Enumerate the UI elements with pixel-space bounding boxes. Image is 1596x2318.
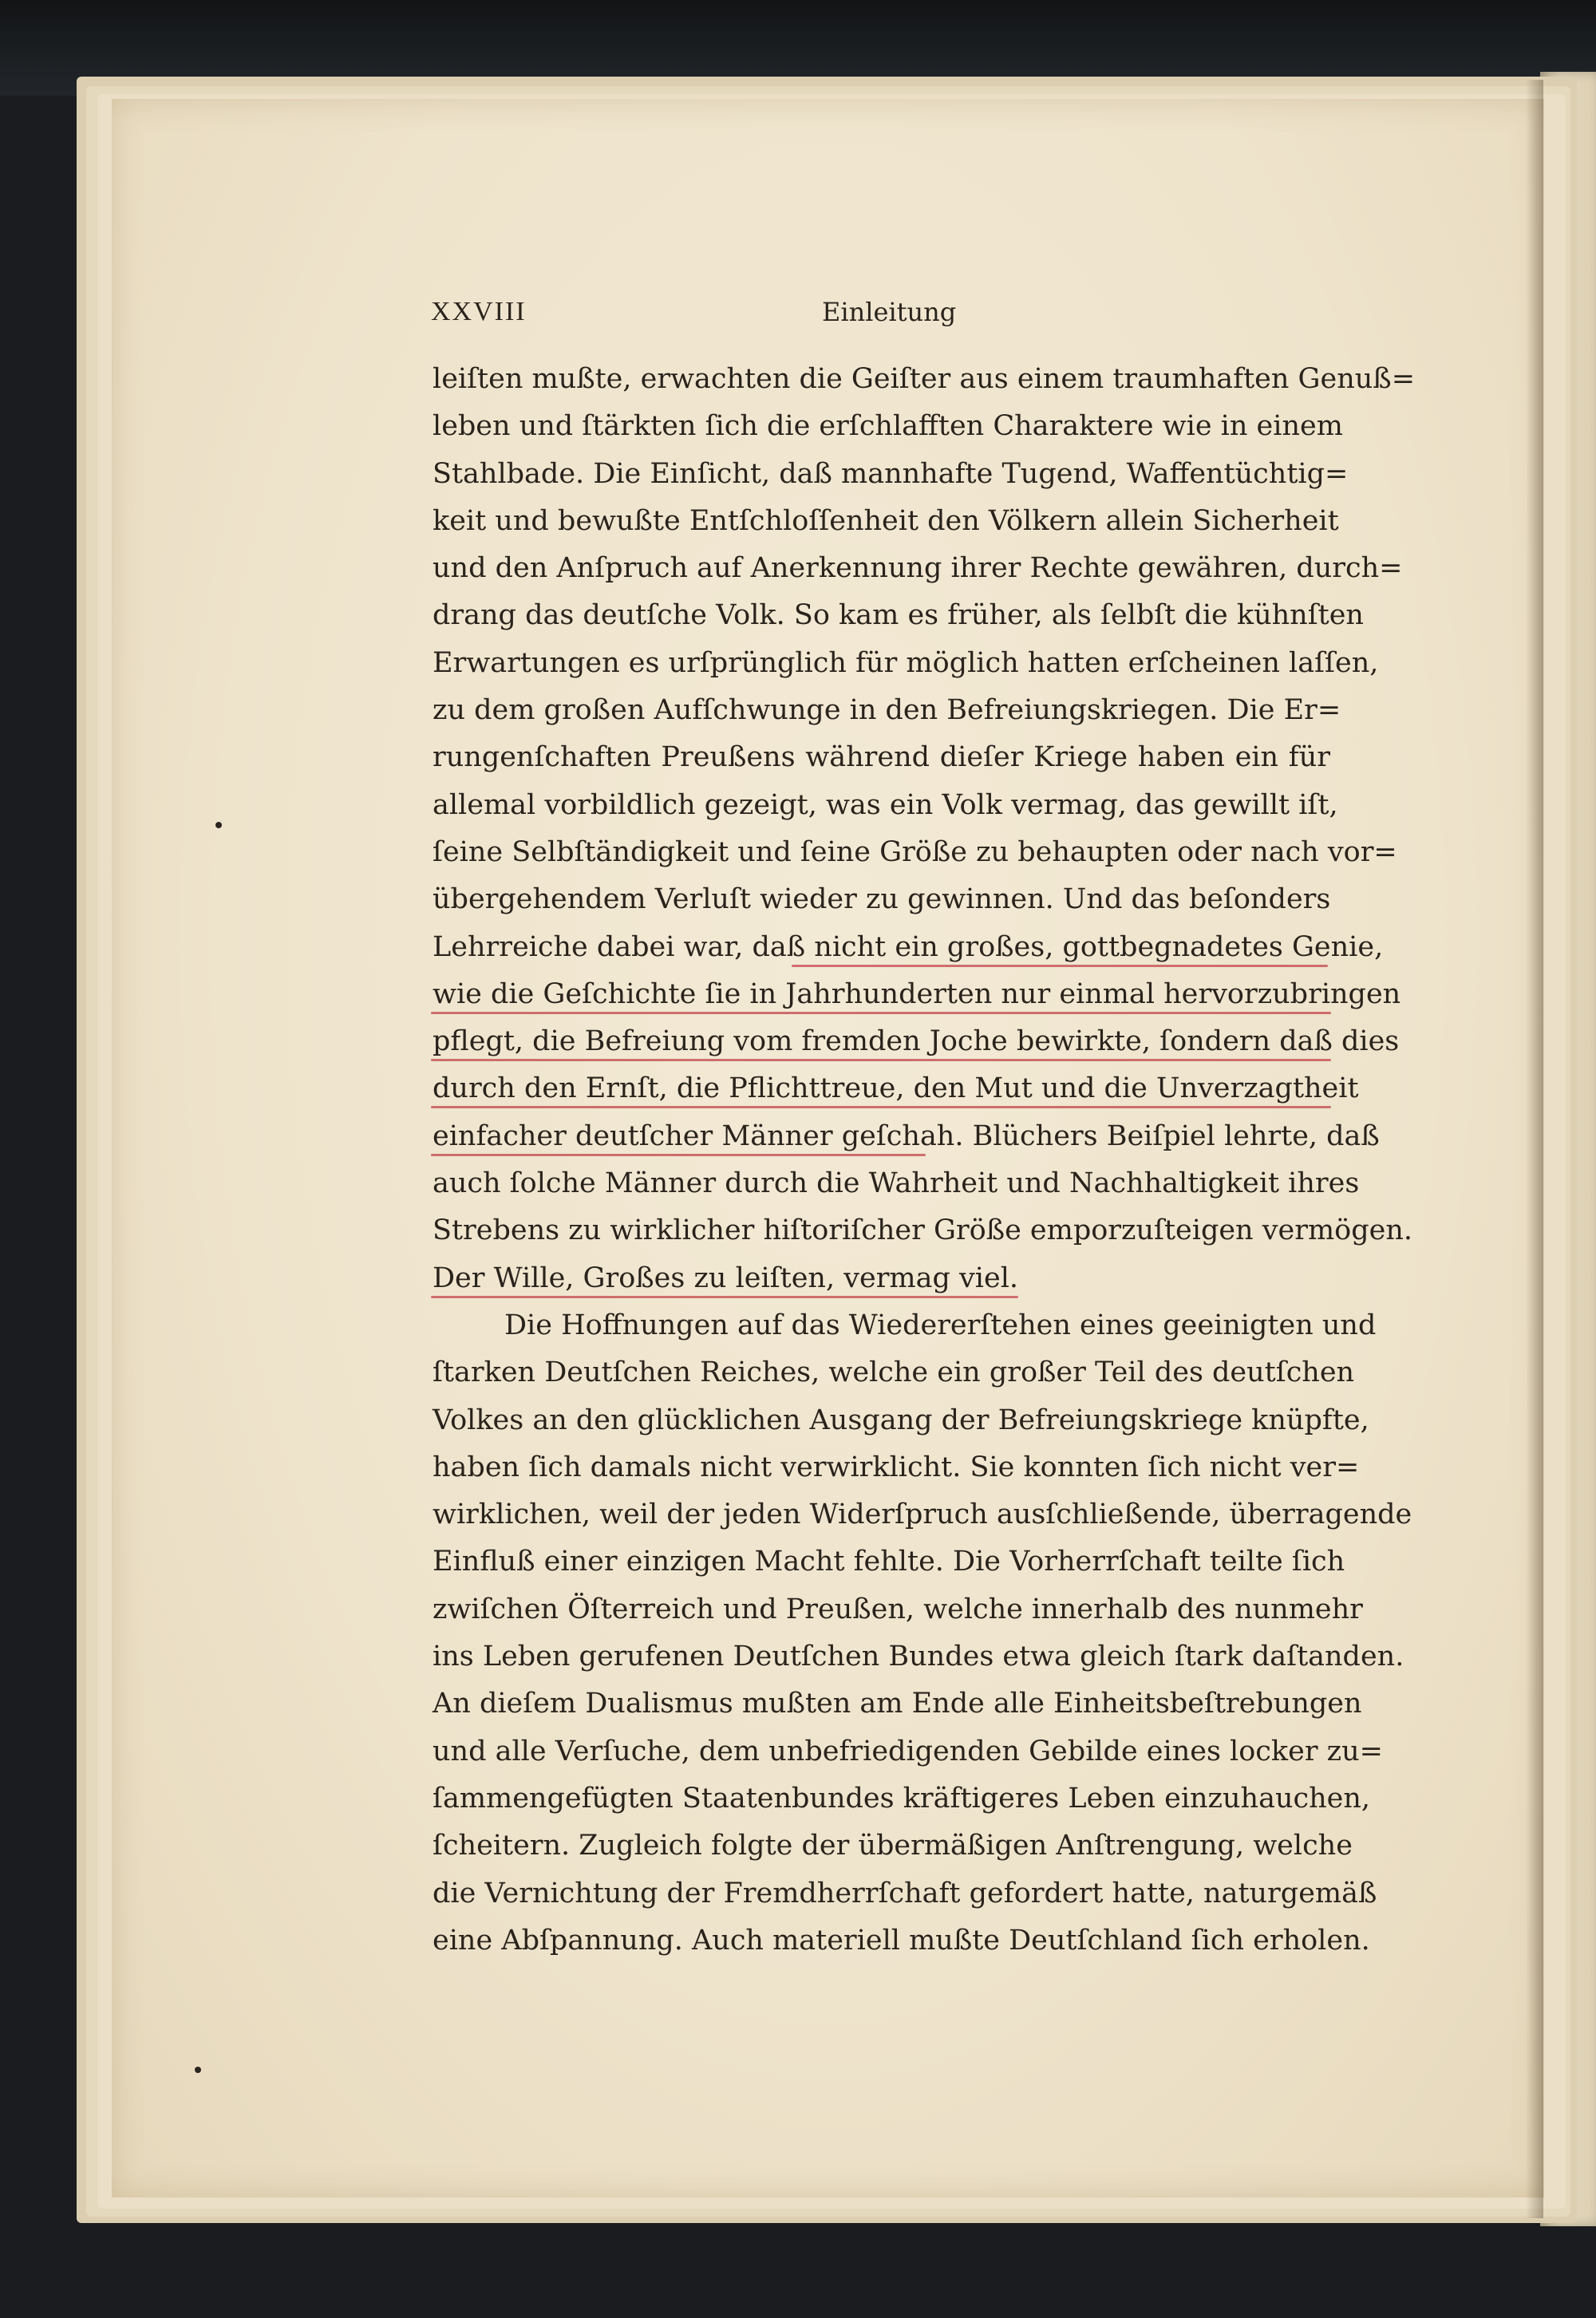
- pencil-underline: [431, 1106, 1331, 1108]
- text-line: leiſten mußte, erwachten die Geiſter aus einem traumhaften Genuß=: [433, 363, 1416, 395]
- text-line: einfacher deutſcher Männer geſchah. Blüchers Beiſpiel lehrte, daß: [433, 1120, 1380, 1152]
- page-speck: [195, 2067, 201, 2073]
- text-line: ſtarken Deutſchen Reiches, welche ein großer Teil des deutſchen: [433, 1356, 1355, 1389]
- text-line: haben ſich damals nicht verwirklicht. Sie konnten ſich nicht ver=: [433, 1451, 1360, 1483]
- text-line: drang das deutſche Volk. So kam es früher, als ſelbſt die kühnſten: [433, 599, 1364, 632]
- text-line: leben und ſtärkten ſich die erſchlafften Charaktere wie in einem: [433, 410, 1343, 443]
- running-head: Einleitung: [822, 297, 957, 327]
- text-line: ſammengefügten Staatenbundes kräftigeres Leben einzuhauchen,: [433, 1782, 1371, 1815]
- text-line: An dieſem Dualismus mußten am Ende alle Einheitsbeſtrebungen: [433, 1688, 1362, 1720]
- text-line: Stahlbade. Die Einſicht, daß mannhafte Tugend, Waffentüchtig=: [433, 457, 1349, 490]
- text-line: pflegt, die Befreiung vom fremden Joche bewirkte, ſondern daß dies: [433, 1025, 1400, 1058]
- text-line: und alle Verſuche, dem unbefriedigenden Gebilde eines locker zu=: [433, 1735, 1383, 1767]
- text-line: ſeine Selbſtändigkeit und ſeine Größe zu behaupten oder nach vor=: [433, 835, 1397, 868]
- page-header: [431, 297, 1333, 332]
- pencil-underline: [431, 1012, 1331, 1014]
- text-line: Strebens zu wirklicher hiſtoriſcher Größe emporzuſteigen vermögen.: [433, 1214, 1412, 1247]
- text-line: Lehrreiche dabei war, daß nicht ein großes, gottbegnadetes Genie,: [433, 930, 1384, 963]
- text-line: rungenſchaften Preußens während dieſer Kriege haben ein für: [433, 741, 1330, 774]
- text-line: übergehendem Verluſt wieder zu gewinnen. Und das beſonders: [433, 883, 1331, 916]
- text-line: Volkes an den glücklichen Ausgang der Befreiungskriege knüpfte,: [433, 1404, 1369, 1436]
- text-line: durch den Ernſt, die Pflichttreue, den Mut und die Unverzagtheit: [433, 1072, 1359, 1105]
- text-line: auch ſolche Männer durch die Wahrheit und Nachhaltigkeit ihres: [433, 1167, 1360, 1200]
- text-line: Einfluß einer einzigen Macht fehlte. Die Vorherrſchaft teilte ſich: [433, 1546, 1345, 1578]
- text-line: Die Hoffnungen auf das Wiedererſtehen eines geeinigten und: [504, 1309, 1377, 1341]
- text-line: ſcheitern. Zugleich folgte der übermäßigen Anſtrengung, welche: [433, 1830, 1353, 1862]
- text-line: und den Anſpruch auf Anerkennung ihrer Rechte gewähren, durch=: [433, 552, 1403, 585]
- book-gutter-shadow: [1526, 80, 1543, 2218]
- page-speck: [215, 822, 222, 828]
- text-line: wirklichen, weil der jeden Widerſpruch ausſchließende, überragende: [433, 1499, 1412, 1531]
- text-line: allemal vorbildlich gezeigt, was ein Volk vermag, das gewillt iſt,: [433, 788, 1338, 821]
- text-line: eine Abſpannung. Auch materiell mußte Deutſchland ſich erholen.: [433, 1924, 1370, 1957]
- text-line: zwiſchen Öſterreich und Preußen, welche innerhalb des nunmehr: [433, 1593, 1363, 1625]
- pencil-underline: [431, 1154, 926, 1156]
- text-line: ins Leben gerufenen Deutſchen Bundes etwa gleich ſtark daſtanden.: [433, 1641, 1404, 1673]
- text-line: Erwartungen es urſprünglich für möglich hatten erſcheinen laſſen,: [433, 646, 1379, 679]
- pencil-underline: [431, 1296, 1018, 1298]
- text-line: die Vernichtung der Fremdherrſchaft gefordert hatte, naturgemäß: [433, 1877, 1377, 1909]
- text-line: zu dem großen Aufſchwunge in den Befreiungskriegen. Die Er=: [433, 694, 1341, 727]
- text-line: keit und bewußte Entſchloſſenheit den Völkern allein Sicherheit: [433, 504, 1339, 537]
- page-number: XXVIII: [431, 297, 527, 326]
- pencil-underline: [792, 965, 1328, 967]
- text-line: Der Wille, Großes zu leiſten, vermag viel.: [433, 1262, 1019, 1294]
- text-line: wie die Geſchichte ſie in Jahrhunderten nur einmal hervorzubringen: [433, 977, 1401, 1010]
- pencil-underline: [431, 1059, 1331, 1061]
- body-text: [433, 356, 1416, 1965]
